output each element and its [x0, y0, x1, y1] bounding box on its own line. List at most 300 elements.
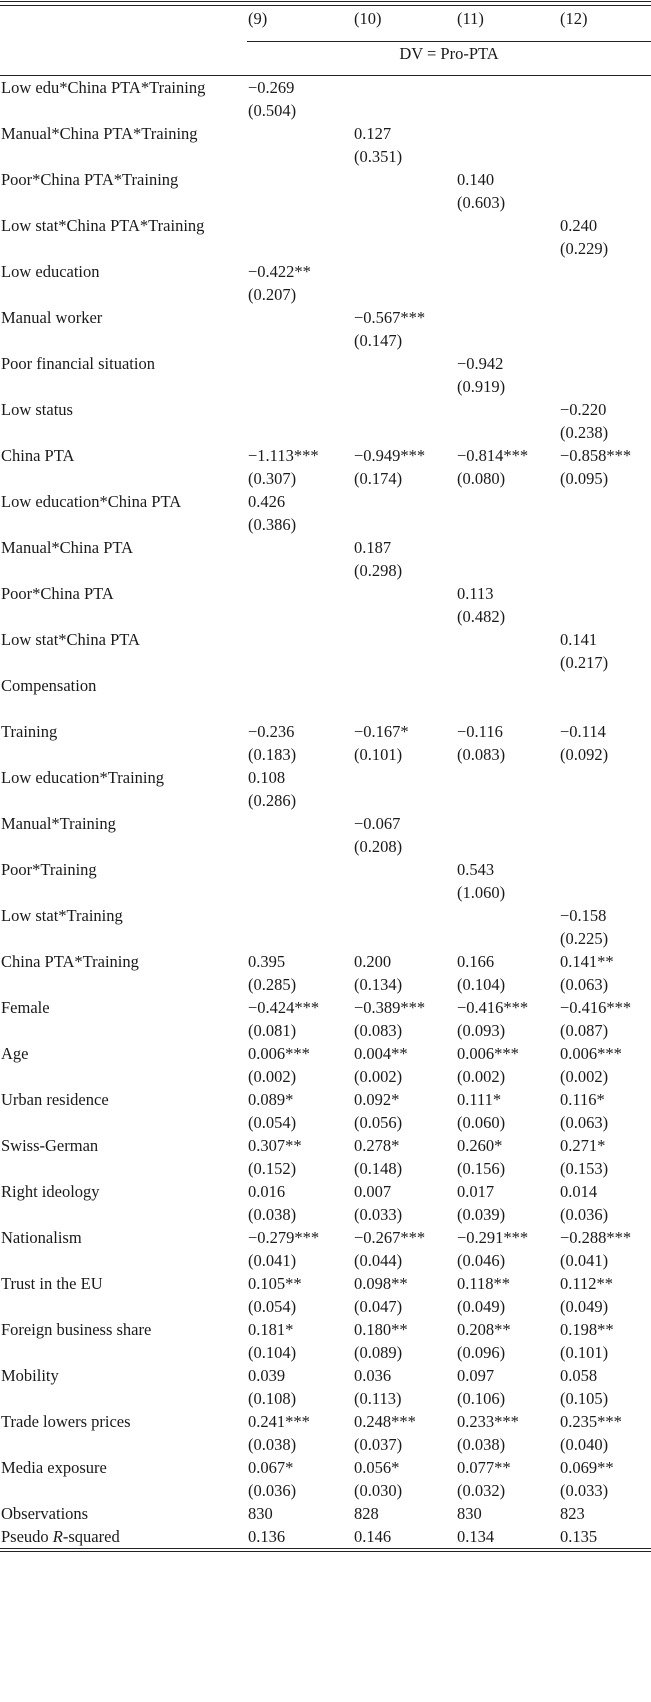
- row-label-low-edu-china-pta-training: Low edu*China PTA*Training: [1, 77, 206, 97]
- standard-error: (0.049): [560, 1296, 609, 1316]
- estimate-cell: [247, 1318, 353, 1364]
- row-label-poor-china-pta-training: Poor*China PTA*Training: [1, 169, 179, 189]
- table-row: [0, 1410, 651, 1456]
- estimate-cell: [247, 674, 353, 720]
- coefficient: 0.113: [457, 583, 494, 603]
- estimate-cell: [353, 122, 456, 168]
- row-label-swiss-german: Swiss-German: [1, 1135, 99, 1155]
- standard-error: (0.002): [560, 1066, 609, 1086]
- estimate-cell: [456, 490, 559, 536]
- estimate-cell: [353, 260, 456, 306]
- table-row: [0, 720, 651, 766]
- estimate-cell: [247, 398, 353, 444]
- estimate-cell: [456, 582, 559, 628]
- estimate-cell: [247, 444, 353, 490]
- standard-error: (0.603): [457, 192, 506, 212]
- footer-value: 0.135: [559, 1525, 651, 1549]
- estimate-cell: [353, 1456, 456, 1502]
- estimate-cell: [456, 858, 559, 904]
- table-row: [0, 628, 651, 674]
- estimate-cell: [247, 582, 353, 628]
- estimate-cell: [353, 444, 456, 490]
- table-row: [0, 1042, 651, 1088]
- coefficient: 0.006***: [560, 1043, 622, 1063]
- table-row: [0, 168, 651, 214]
- standard-error: (0.038): [457, 1434, 506, 1454]
- coefficient: 0.014: [560, 1181, 598, 1201]
- coefficient: 0.006***: [457, 1043, 519, 1063]
- standard-error: (0.081): [248, 1020, 297, 1040]
- estimate-cell: [559, 1272, 651, 1318]
- estimate-cell: [456, 1272, 559, 1318]
- standard-error: (0.044): [354, 1250, 403, 1270]
- coefficient: 0.077**: [457, 1457, 511, 1477]
- row-label-trade-lowers-prices: Trade lowers prices: [1, 1411, 131, 1431]
- estimate-cell: [559, 75, 651, 122]
- coefficient: 0.141: [560, 629, 598, 649]
- estimate-cell: [456, 398, 559, 444]
- table-row: [0, 214, 651, 260]
- row-label-manual-training: Manual*Training: [1, 813, 116, 833]
- column-header-12: (12): [560, 9, 588, 28]
- coefficient: 0.105**: [248, 1273, 302, 1293]
- standard-error: (0.087): [560, 1020, 609, 1040]
- estimate-cell: [353, 766, 456, 812]
- estimate-cell: [353, 1318, 456, 1364]
- standard-error: (0.174): [354, 468, 403, 488]
- column-header-row: [0, 7, 651, 41]
- standard-error: (0.095): [560, 468, 609, 488]
- table-row: [0, 398, 651, 444]
- standard-error: (0.036): [248, 1480, 297, 1500]
- bottom-rule: [0, 1551, 651, 1552]
- estimate-cell: [353, 398, 456, 444]
- standard-error: (0.038): [248, 1434, 297, 1454]
- estimate-cell: [353, 490, 456, 536]
- estimate-cell: [456, 1226, 559, 1272]
- standard-error: (0.054): [248, 1296, 297, 1316]
- estimate-cell: [559, 1180, 651, 1226]
- coefficient: 0.141**: [560, 951, 614, 971]
- standard-error: (0.134): [354, 974, 403, 994]
- standard-error: (0.083): [457, 744, 506, 764]
- standard-error: (0.298): [354, 560, 403, 580]
- coefficient: 0.039: [248, 1365, 286, 1385]
- estimate-cell: [353, 1410, 456, 1456]
- standard-error: (0.225): [560, 928, 609, 948]
- coefficient: 0.166: [457, 951, 495, 971]
- estimate-cell: [456, 628, 559, 674]
- estimate-cell: [247, 490, 353, 536]
- estimate-cell: [456, 306, 559, 352]
- standard-error: (0.080): [457, 468, 506, 488]
- estimate-cell: [247, 214, 353, 260]
- row-label-manual-china-pta: Manual*China PTA: [1, 537, 134, 557]
- standard-error: (0.041): [560, 1250, 609, 1270]
- estimate-cell: [559, 1226, 651, 1272]
- estimate-cell: [353, 812, 456, 858]
- footer-value: 823: [560, 1503, 585, 1523]
- estimate-cell: [456, 444, 559, 490]
- table-row: [0, 1180, 651, 1226]
- coefficient: −0.220: [560, 399, 607, 419]
- label-italic-part: R: [52, 1526, 63, 1546]
- estimate-cell: [247, 1134, 353, 1180]
- estimate-cell: [559, 306, 651, 352]
- estimate-cell: [559, 674, 651, 720]
- estimate-cell: [353, 536, 456, 582]
- estimate-cell: [247, 812, 353, 858]
- estimate-cell: [456, 996, 559, 1042]
- standard-error: (0.105): [560, 1388, 609, 1408]
- coefficient: 0.017: [457, 1181, 495, 1201]
- coefficient: 0.208**: [457, 1319, 511, 1339]
- standard-error: (0.037): [354, 1434, 403, 1454]
- estimate-cell: [559, 950, 651, 996]
- table-row: [0, 1318, 651, 1364]
- table-row: [0, 674, 651, 720]
- coefficient: 0.004**: [354, 1043, 408, 1063]
- coefficient: 0.198**: [560, 1319, 614, 1339]
- estimate-cell: [247, 950, 353, 996]
- standard-error: (0.036): [560, 1204, 609, 1224]
- estimate-cell: [353, 1364, 456, 1410]
- estimate-cell: [247, 1088, 353, 1134]
- coefficient: 0.108: [248, 767, 286, 787]
- estimate-cell: [559, 168, 651, 214]
- standard-error: (0.351): [354, 146, 403, 166]
- footer-value: 830: [248, 1503, 273, 1523]
- standard-error: (0.047): [354, 1296, 403, 1316]
- estimate-cell: [247, 1272, 353, 1318]
- coefficient: −0.167*: [354, 721, 409, 741]
- coefficient: 0.069**: [560, 1457, 614, 1477]
- estimate-cell: [559, 214, 651, 260]
- coefficient: −0.416***: [560, 997, 632, 1017]
- coefficient: 0.187: [354, 537, 392, 557]
- coefficient: −0.949***: [354, 445, 426, 465]
- estimate-cell: [353, 1134, 456, 1180]
- coefficient: −0.116: [457, 721, 503, 741]
- estimate-cell: [247, 1364, 353, 1410]
- table-row: [0, 858, 651, 904]
- coefficient: −0.416***: [457, 997, 529, 1017]
- table-row: [0, 766, 651, 812]
- row-label-age: Age: [1, 1043, 29, 1063]
- standard-error: (0.033): [560, 1480, 609, 1500]
- estimate-cell: [247, 1226, 353, 1272]
- observations-row: [0, 1502, 651, 1525]
- estimate-cell: [559, 858, 651, 904]
- standard-error: (0.101): [560, 1342, 609, 1362]
- coefficient: 0.543: [457, 859, 495, 879]
- coefficient: 0.067*: [248, 1457, 294, 1477]
- estimate-cell: [247, 168, 353, 214]
- standard-error: (0.046): [457, 1250, 506, 1270]
- standard-error: (0.083): [354, 1020, 403, 1040]
- estimate-cell: [353, 904, 456, 950]
- coefficient: 0.181*: [248, 1319, 294, 1339]
- table-row: [0, 444, 651, 490]
- estimate-cell: [559, 1134, 651, 1180]
- estimate-cell: [456, 812, 559, 858]
- table-row: [0, 812, 651, 858]
- observations-label: Observations: [1, 1503, 89, 1523]
- standard-error: (0.101): [354, 744, 403, 764]
- standard-error: (0.482): [457, 606, 506, 626]
- coefficient: 0.426: [248, 491, 286, 511]
- coefficient: 0.200: [354, 951, 392, 971]
- standard-error: (0.183): [248, 744, 297, 764]
- row-label-urban-residence: Urban residence: [1, 1089, 109, 1109]
- coefficient: 0.235***: [560, 1411, 622, 1431]
- row-label-compensation: Compensation: [1, 675, 97, 695]
- standard-error: (0.096): [457, 1342, 506, 1362]
- table-row: [0, 306, 651, 352]
- estimate-cell: [456, 766, 559, 812]
- table-row: [0, 260, 651, 306]
- estimate-cell: [559, 904, 651, 950]
- estimate-cell: [247, 720, 353, 766]
- estimate-cell: [559, 582, 651, 628]
- footer-value: 0.134: [456, 1525, 559, 1549]
- dv-empty-cell: [0, 41, 247, 75]
- coefficient: −0.567***: [354, 307, 426, 327]
- row-label-right-ideology: Right ideology: [1, 1181, 100, 1201]
- table-row: [0, 904, 651, 950]
- dv-label-row: [0, 41, 651, 75]
- estimate-cell: [247, 1410, 353, 1456]
- table-row: [0, 1364, 651, 1410]
- estimate-cell: [456, 1042, 559, 1088]
- row-label-media-exposure: Media exposure: [1, 1457, 107, 1477]
- row-label-low-education: Low education: [1, 261, 100, 281]
- standard-error: (0.104): [457, 974, 506, 994]
- coefficient: 0.058: [560, 1365, 598, 1385]
- row-label-low-stat-china-pta-training: Low stat*China PTA*Training: [1, 215, 205, 235]
- estimate-cell: [456, 720, 559, 766]
- standard-error: (0.040): [560, 1434, 609, 1454]
- coefficient: 0.127: [354, 123, 392, 143]
- estimate-cell: [353, 1042, 456, 1088]
- estimate-cell: [456, 260, 559, 306]
- coefficient: 0.271*: [560, 1135, 606, 1155]
- column-header-10: (10): [354, 9, 382, 28]
- standard-error: (0.238): [560, 422, 609, 442]
- pseudo-r-squared-row: [0, 1525, 651, 1549]
- standard-error: (0.093): [457, 1020, 506, 1040]
- standard-error: (0.030): [354, 1480, 403, 1500]
- estimate-cell: [353, 1272, 456, 1318]
- estimate-cell: [559, 1364, 651, 1410]
- coefficient: −0.291***: [457, 1227, 529, 1247]
- coefficient: 0.056*: [354, 1457, 400, 1477]
- estimate-cell: [456, 168, 559, 214]
- row-label-female: Female: [1, 997, 50, 1017]
- estimate-cell: [559, 1088, 651, 1134]
- coefficient: 0.278*: [354, 1135, 400, 1155]
- estimate-cell: [353, 858, 456, 904]
- estimate-cell: [559, 352, 651, 398]
- standard-error: (0.207): [248, 284, 297, 304]
- coefficient: 0.260*: [457, 1135, 503, 1155]
- row-label-poor-training: Poor*Training: [1, 859, 97, 879]
- estimate-cell: [456, 536, 559, 582]
- standard-error: (0.919): [457, 376, 506, 396]
- table-row: [0, 582, 651, 628]
- estimate-cell: [353, 214, 456, 260]
- row-label-low-education-training: Low education*Training: [1, 767, 164, 787]
- estimate-cell: [559, 1410, 651, 1456]
- standard-error: (0.039): [457, 1204, 506, 1224]
- standard-error: (0.089): [354, 1342, 403, 1362]
- table-row: [0, 1456, 651, 1502]
- table-row: [0, 996, 651, 1042]
- table-row: [0, 490, 651, 536]
- row-label-trust-in-the-eu: Trust in the EU: [1, 1273, 103, 1293]
- estimate-cell: [456, 1180, 559, 1226]
- coefficient: −0.422**: [248, 261, 311, 281]
- estimate-cell: [456, 122, 559, 168]
- estimate-cell: [353, 1226, 456, 1272]
- coefficient: 0.233***: [457, 1411, 519, 1431]
- estimate-cell: [559, 1456, 651, 1502]
- standard-error: (0.002): [354, 1066, 403, 1086]
- coefficient: −0.267***: [354, 1227, 426, 1247]
- row-label-manual-china-pta-training: Manual*China PTA*Training: [1, 123, 198, 143]
- estimate-cell: [247, 996, 353, 1042]
- column-header-9: (9): [248, 9, 268, 28]
- coefficient: 0.016: [248, 1181, 286, 1201]
- standard-error: (0.049): [457, 1296, 506, 1316]
- estimate-cell: [247, 75, 353, 122]
- standard-error: (0.113): [354, 1388, 402, 1408]
- standard-error: (0.307): [248, 468, 297, 488]
- row-label-low-stat-training: Low stat*Training: [1, 905, 123, 925]
- coefficient: 0.395: [248, 951, 286, 971]
- estimate-cell: [353, 1088, 456, 1134]
- pseudo-r-squared-label: [0, 1525, 247, 1549]
- coefficient: 0.006***: [248, 1043, 310, 1063]
- standard-error: (0.038): [248, 1204, 297, 1224]
- coefficient: −0.114: [560, 721, 606, 741]
- standard-error: (0.041): [248, 1250, 297, 1270]
- standard-error: (0.504): [248, 100, 297, 120]
- standard-error: (0.002): [457, 1066, 506, 1086]
- row-label-poor-financial-situation: Poor financial situation: [1, 353, 155, 373]
- row-label-low-status: Low status: [1, 399, 73, 419]
- label-part: -squared: [62, 1526, 120, 1546]
- coefficient: −1.113***: [248, 445, 319, 465]
- estimate-cell: [559, 766, 651, 812]
- standard-error: (0.153): [560, 1158, 609, 1178]
- header-empty-cell: [0, 7, 247, 41]
- standard-error: (0.108): [248, 1388, 297, 1408]
- coefficient: 0.036: [354, 1365, 392, 1385]
- estimate-cell: [456, 904, 559, 950]
- estimate-cell: [456, 950, 559, 996]
- regression-table: [0, 7, 651, 1549]
- estimate-cell: [247, 352, 353, 398]
- table-row: [0, 1088, 651, 1134]
- standard-error: (0.208): [354, 836, 403, 856]
- standard-error: (0.063): [560, 1112, 609, 1132]
- coefficient: 0.248***: [354, 1411, 416, 1431]
- estimate-cell: [456, 1410, 559, 1456]
- standard-error: (0.286): [248, 790, 297, 810]
- estimate-cell: [559, 444, 651, 490]
- coefficient: 0.089*: [248, 1089, 294, 1109]
- estimate-cell: [559, 490, 651, 536]
- footer-value: 828: [354, 1503, 379, 1523]
- estimate-cell: [353, 582, 456, 628]
- coefficient: −0.269: [248, 77, 295, 97]
- estimate-cell: [247, 260, 353, 306]
- estimate-cell: [247, 306, 353, 352]
- row-label-low-stat-china-pta: Low stat*China PTA: [1, 629, 140, 649]
- label-part: Pseudo: [1, 1526, 53, 1546]
- coefficient: −0.067: [354, 813, 401, 833]
- footer-value: 0.136: [247, 1525, 353, 1549]
- estimate-cell: [559, 628, 651, 674]
- standard-error: (0.152): [248, 1158, 297, 1178]
- coefficient: −0.858***: [560, 445, 632, 465]
- estimate-cell: [559, 536, 651, 582]
- coefficient: 0.116*: [560, 1089, 605, 1109]
- estimate-cell: [353, 1180, 456, 1226]
- row-label-poor-china-pta: Poor*China PTA: [1, 583, 114, 603]
- row-label-china-pta: China PTA: [1, 445, 75, 465]
- estimate-cell: [456, 352, 559, 398]
- coefficient: −0.814***: [457, 445, 529, 465]
- estimate-cell: [247, 858, 353, 904]
- estimate-cell: [559, 1042, 651, 1088]
- estimate-cell: [247, 628, 353, 674]
- estimate-cell: [353, 306, 456, 352]
- estimate-cell: [559, 720, 651, 766]
- estimate-cell: [247, 536, 353, 582]
- footer-value: 830: [457, 1503, 482, 1523]
- estimate-cell: [559, 398, 651, 444]
- estimate-cell: [353, 352, 456, 398]
- standard-error: (0.056): [354, 1112, 403, 1132]
- top-rule-1: [0, 1, 651, 2]
- row-label-nationalism: Nationalism: [1, 1227, 82, 1247]
- coefficient: 0.140: [457, 169, 495, 189]
- row-label-training: Training: [1, 721, 58, 741]
- coefficient: −0.424***: [248, 997, 320, 1017]
- estimate-cell: [456, 1318, 559, 1364]
- column-header-11: (11): [457, 9, 484, 28]
- coefficient: −0.389***: [354, 997, 426, 1017]
- standard-error: (0.156): [457, 1158, 506, 1178]
- row-label-foreign-business-share: Foreign business share: [1, 1319, 152, 1339]
- estimate-cell: [247, 904, 353, 950]
- coefficient: −0.288***: [560, 1227, 632, 1247]
- standard-error: (0.217): [560, 652, 609, 672]
- coefficient: 0.307**: [248, 1135, 302, 1155]
- standard-error: (0.106): [457, 1388, 506, 1408]
- estimate-cell: [247, 122, 353, 168]
- table-row: [0, 352, 651, 398]
- estimate-cell: [456, 1456, 559, 1502]
- coefficient: 0.112**: [560, 1273, 614, 1293]
- coefficient: 0.092*: [354, 1089, 400, 1109]
- standard-error: (0.032): [457, 1480, 506, 1500]
- estimate-cell: [247, 766, 353, 812]
- standard-error: (0.386): [248, 514, 297, 534]
- coefficient: 0.240: [560, 215, 598, 235]
